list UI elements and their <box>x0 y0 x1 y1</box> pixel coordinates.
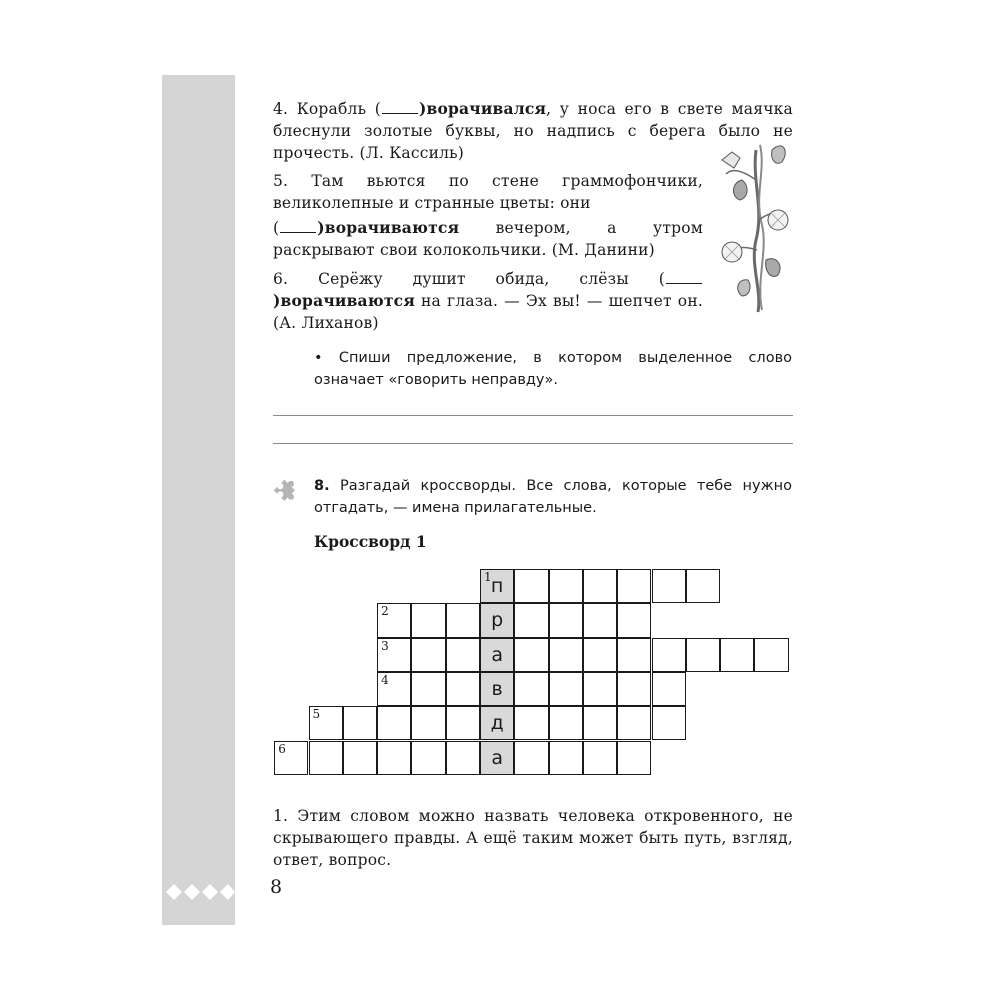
crossword-cell[interactable] <box>377 638 411 672</box>
crossword-cell[interactable] <box>549 569 583 603</box>
crossword-key-cell <box>480 638 514 672</box>
crossword-key-letter: п <box>490 575 504 597</box>
crossword-cell[interactable] <box>514 706 548 740</box>
task-instruction: • Спиши предложение, в котором выделенное слово означает «говорить неправду». <box>314 350 792 388</box>
crossword-cell[interactable] <box>617 741 651 775</box>
crossword-cell[interactable] <box>309 741 343 775</box>
crossword-key-letter: р <box>491 609 504 632</box>
clue-1: 1. Этим словом можно назвать человека откровенного, не скрывающего правды. А ещё таким может быть путь, взгляд, ответ, вопрос. <box>273 807 793 869</box>
crossword-cell[interactable] <box>411 603 445 637</box>
crossword-key-cell <box>480 672 514 706</box>
crossword-cell[interactable] <box>514 569 548 603</box>
crossword-cell[interactable] <box>583 603 617 637</box>
puzzle-icon <box>270 478 296 504</box>
crossword-cell[interactable] <box>720 638 754 672</box>
crossword-key-cell <box>480 706 514 740</box>
crossword-cell[interactable] <box>549 706 583 740</box>
crossword-cell[interactable] <box>514 603 548 637</box>
crossword-cell[interactable] <box>411 741 445 775</box>
crossword-cell[interactable] <box>583 706 617 740</box>
crossword-cell[interactable] <box>309 706 343 740</box>
crossword-title: Кроссворд 1 <box>314 532 427 551</box>
crossword-cell[interactable] <box>446 672 480 706</box>
crossword-cell[interactable] <box>514 638 548 672</box>
crossword-cell[interactable] <box>377 603 411 637</box>
crossword-cell[interactable] <box>549 741 583 775</box>
crossword-cell[interactable] <box>446 638 480 672</box>
crossword-row-number: 3 <box>381 638 389 653</box>
sentence-6: 6. Серёжу душит обида, слёзы ()ворачиваются на глаза. — Эх вы! — шепчет он. (А. Лиханов) <box>273 270 703 332</box>
crossword-cell[interactable] <box>514 741 548 775</box>
crossword-cell[interactable] <box>377 672 411 706</box>
page-margin-strip <box>162 75 235 925</box>
crossword-cell[interactable] <box>754 638 788 672</box>
crossword-cell[interactable] <box>377 741 411 775</box>
crossword-cell[interactable] <box>411 638 445 672</box>
crossword-cell[interactable] <box>652 706 686 740</box>
page-number: 8 <box>270 876 283 898</box>
crossword-cell[interactable] <box>343 706 377 740</box>
crossword-row-number: 1 <box>484 570 492 584</box>
answer-line[interactable] <box>273 415 793 416</box>
crossword-cell[interactable] <box>617 672 651 706</box>
crossword-cell[interactable] <box>514 672 548 706</box>
crossword-row-number: 5 <box>312 707 321 722</box>
crossword-cell[interactable] <box>617 569 651 603</box>
crossword-cell[interactable] <box>549 672 583 706</box>
crossword-cell[interactable] <box>343 741 377 775</box>
sentence-5-part-b: ( )ворачиваются вечером, а утром раскрывают свои колокольчики. (М. Данини) <box>273 218 703 259</box>
diamond-ornament-icon <box>162 877 235 907</box>
crossword-key-cell <box>480 741 514 775</box>
crossword-key-letter: д <box>490 712 504 735</box>
sentence-4: 4. Корабль ( )ворачивался, у носа его в свете маячка блеснули золотые буквы, но надпись с берега было не прочесть. (Л. Кассиль) <box>273 99 793 162</box>
crossword-cell[interactable] <box>274 741 308 775</box>
crossword-row-number: 2 <box>381 604 389 619</box>
crossword-key-cell <box>480 569 514 603</box>
crossword-cell[interactable] <box>617 706 651 740</box>
crossword-cell[interactable] <box>583 741 617 775</box>
crossword-cell[interactable] <box>411 706 445 740</box>
crossword-cell[interactable] <box>549 638 583 672</box>
bindweed-flower-illustration <box>712 140 792 315</box>
crossword-cell[interactable] <box>652 569 686 603</box>
crossword-row-number: 4 <box>381 672 389 687</box>
crossword-cell[interactable] <box>652 672 686 706</box>
crossword-cell[interactable] <box>652 638 686 672</box>
blank-line <box>666 270 702 284</box>
crossword-cell[interactable] <box>617 638 651 672</box>
crossword-cell[interactable] <box>583 672 617 706</box>
blank-line <box>382 100 418 114</box>
answer-line[interactable] <box>273 443 793 444</box>
crossword-key-letter: а <box>491 746 503 769</box>
crossword-cell[interactable] <box>377 706 411 740</box>
crossword-cell[interactable] <box>549 603 583 637</box>
crossword-row-number: 6 <box>278 741 286 756</box>
crossword-cell[interactable] <box>446 706 480 740</box>
crossword-cell[interactable] <box>411 672 445 706</box>
crossword-cell[interactable] <box>686 569 720 603</box>
crossword-cell[interactable] <box>446 741 480 775</box>
crossword-cell[interactable] <box>583 569 617 603</box>
crossword-key-letter: а <box>491 643 503 666</box>
exercise-8-instruction: 8. Разгадай кроссворды. Все слова, которые тебе нужно отгадать, — имена прилагательные. <box>314 478 792 516</box>
crossword-cell[interactable] <box>583 638 617 672</box>
blank-line <box>280 219 316 233</box>
crossword-cell[interactable] <box>686 638 720 672</box>
sentence-5-part-a: 5. Там вьются по стене граммофончики, великолепные и странные цветы: они <box>273 172 703 212</box>
crossword-cell[interactable] <box>446 603 480 637</box>
crossword-key-letter: в <box>491 677 503 700</box>
exercise-number: 8. <box>314 478 330 494</box>
crossword-key-cell <box>480 603 514 637</box>
crossword-cell[interactable] <box>617 603 651 637</box>
